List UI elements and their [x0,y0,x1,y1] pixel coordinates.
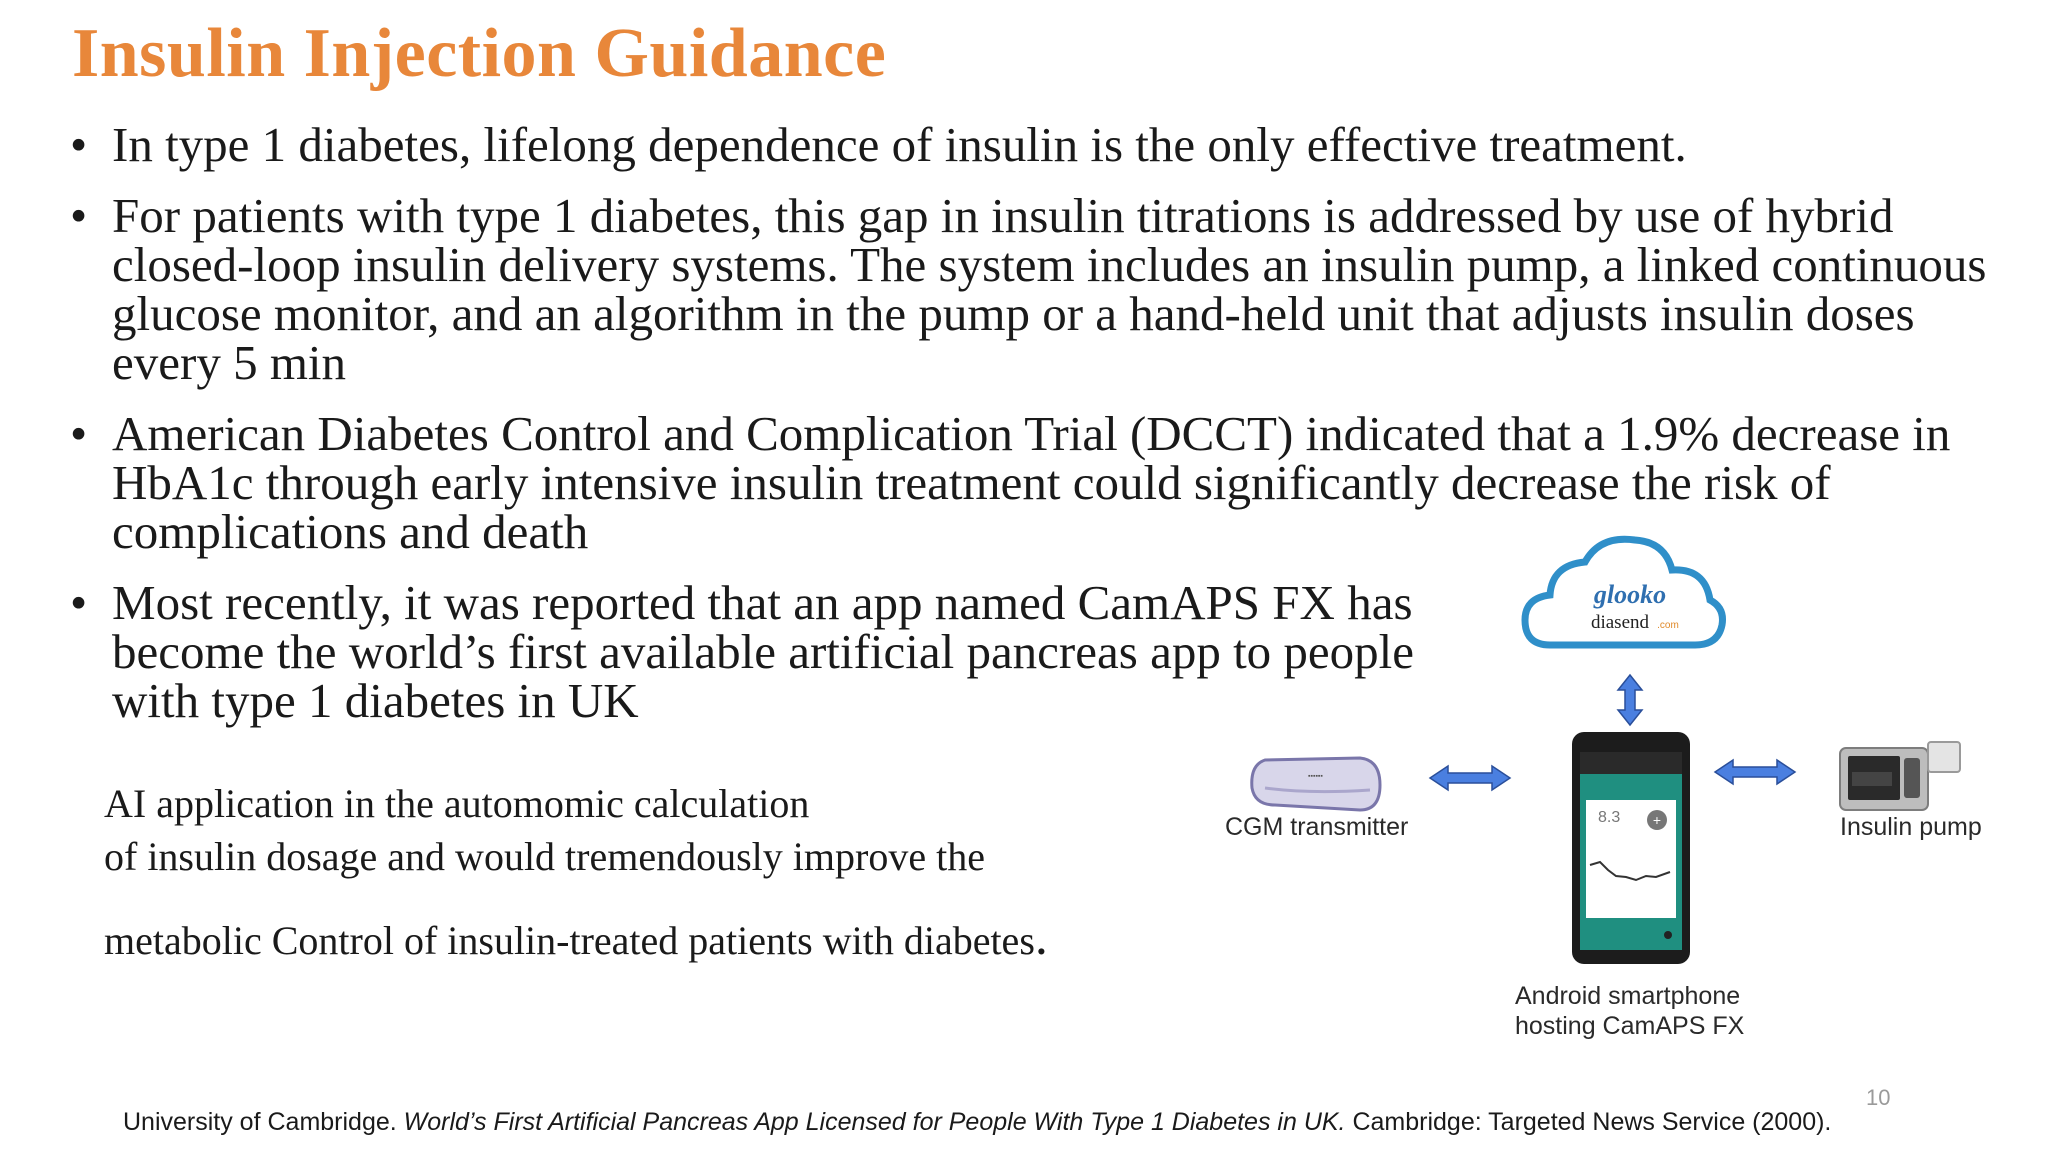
bullet-dot: • [70,188,88,243]
left-double-arrow-icon [1430,766,1510,790]
citation-title: World’s First Artificial Pancreas App Licensed for People With Type 1 Diabetes in UK. [403,1108,1346,1136]
bullet-item [70,188,2000,390]
bullet-item [70,117,2000,172]
closed-loop-diagram [1180,520,2020,1060]
cgm-brand-mark: ▪▪▪▪▪▪ [1308,773,1323,780]
diagram-graphics [1180,520,2020,1060]
note-line: AI application in the automomic calculation [104,781,810,826]
right-double-arrow-icon [1715,760,1795,784]
citation-suffix: Cambridge: Targeted News Service (2000). [1345,1108,1832,1136]
smartphone-icon [1572,732,1690,964]
page-number: 10 [1866,1085,1891,1110]
insulin-pump-icon [1840,742,1960,810]
pump-label: Insulin pump [1840,813,1982,841]
bullet-text: For patients with type 1 diabetes, this gap in insulin titrations is addressed by use of hybrid closed-loop insulin delivery systems. The system includes an insulin pump, a linked continuous glucose monitor, and an algorithm in the pump or a hand-held unit that adjusts insulin doses every 5 min [112,188,1987,390]
bullet-text: American Diabetes Control and Complication Trial (DCCT) indicated that a 1.9% decrease in HbA1c through early intensive insulin treatment could significantly decrease the risk of complications and death [112,406,1951,559]
cloud-sub-suffix: .com [1657,620,1679,631]
bullet-text: Most recently, it was reported that an app named CamAPS FX has become the world’s first available artificial pancreas app to people with type 1 diabetes in UK [112,575,1415,728]
bullet-dot: • [70,575,88,630]
cloud-icon [1525,539,1723,645]
phone-label-line1: Android smartphone [1515,982,1741,1010]
vertical-arrow-icon [1618,675,1642,725]
cgm-label: CGM transmitter [1225,813,1409,841]
bullet-dot: • [70,406,88,461]
note-period: . [1034,909,1048,966]
phone-reading: 8.3 [1598,809,1621,826]
note-line-text: metabolic Control of insulin-treated patients with diabetes [104,918,1035,963]
phone-label-line2: hosting CamAPS FX [1515,1012,1745,1040]
citation-prefix: University of Cambridge. [123,1108,404,1136]
citation [123,1108,1831,1137]
bullet-text: In type 1 diabetes, lifelong dependence of insulin is the only effective treatment. [112,117,1687,172]
phone-plus-icon: + [1652,812,1662,828]
note-line [104,908,1048,967]
slide-title: Insulin Injection Guidance [72,15,887,92]
cgm-transmitter-icon [1252,758,1380,810]
cloud-brand: glooko [1593,580,1667,609]
note-line: of insulin dosage and would tremendously improve the [104,834,985,879]
cloud-sub: diasend [1590,612,1650,633]
bullet-dot: • [70,117,88,172]
